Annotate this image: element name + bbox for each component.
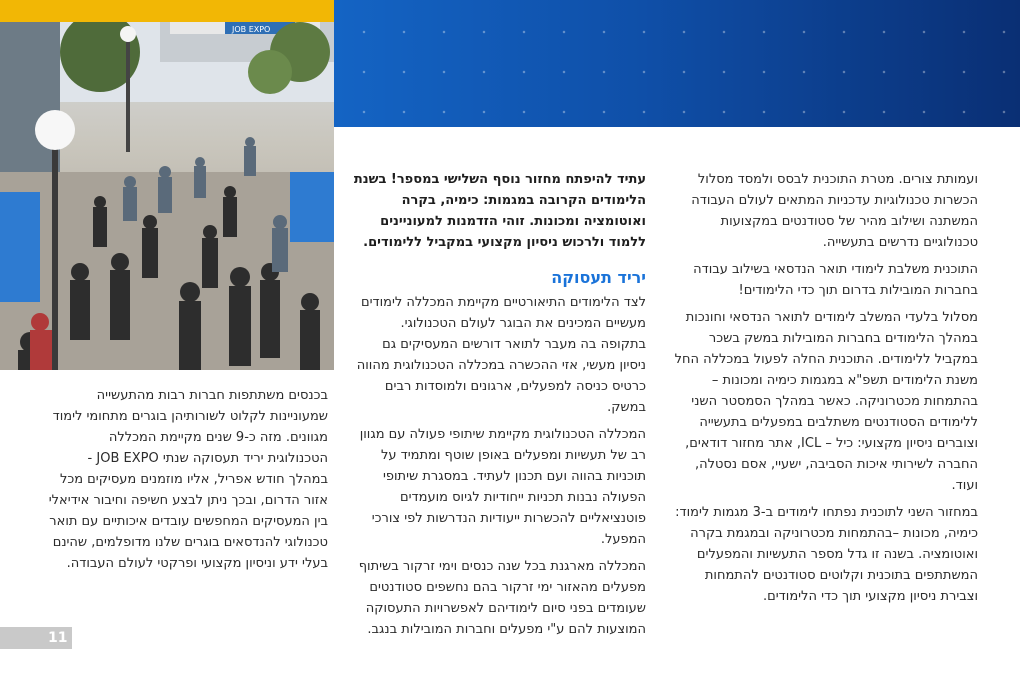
left-paragraph-1: בכנסים משתתפות חברות רבות מהתעשייה שמעוניינות לקלוט לשורותיהן בוגרים מתחומי לימוד מגוונים. מזה כ-9 שנים מקיימת המכללה הטכנולוגית יריד תעסוקה שנתי JOB EXPO - במהלך חודש אפריל, אליו מוזמנים מעסיקים מכל אזור הדרום, ובכך ניתן לבצע חשיפה וחיבור אידיאלי בין המעסיקים המחפשים עובדים איכותיים עם תואר טכנולוגי להנדסאים בוגרים שלנו מדופלמים, שהינם בעלי ידע וניסיון מקצועי ופרקטי לעולם העבודה.	[48, 388, 328, 571]
job-fair-photo	[0, 22, 334, 370]
right-column	[672, 169, 978, 613]
middle-paragraph-2: המכללה הטכנולוגית מקיימת שיתופי פעולה עם מגוון רב של תעשיות ומפעלים באופן שוטף ומתמיד על תוכניות בהווה ועם תכנון לעתיד. במסגרת שיתופי הפעולה נבנות תכניות ייחודיות לגיוס מועמדים פוטנציאליים להכשרות ייעודיות הנדרשות לפי צורכי המפעל.	[359, 427, 646, 547]
lead-paragraph: עתיד להיפתח מחזור נוסף השלישי במספר! בשנת הלימודים הקרובה במגמות: כימיה, בקרה ואוטומציה ומכונות. זוהי הזדמנות למעוניינים ללמוד ולרכוש ניסיון מקצועי במקביל ללימודים.	[353, 172, 646, 250]
top-accent-bar	[0, 0, 334, 22]
crowd-illustration	[0, 22, 334, 370]
right-paragraph-1: ועמותת צורים. מטרת התוכנית לבסס ולמסד מסלול הכשרות טכנולוגיות עדכניות המתאים לעולם העבודה המשתנה ושילוב מהיר של סטודנטים במקצועות טכנולוגיים נדרשים בתעשייה.	[691, 172, 978, 250]
header-banner	[334, 0, 1020, 127]
middle-paragraph-1: לצד הלימודים התיאורטיים מקיימת המכללה לימודים מעשיים המכינים את הבוגר לעולם הטכנולוגי. בתקופה בה מעבר לתואר דורשים המעסיקים גם ניסיון מעשי, אזי ההכשרה במכללה הטכנולוגית מהווה כרטיס כניסה למפעלים, ארגונים ולמוסדות רבים במשק.	[356, 295, 646, 415]
right-paragraph-2: התוכנית משלבת לימודי תואר הנדסאי בשילוב עבודה בחברות המובילות בדרום תוך כדי הלימודים!	[693, 262, 978, 298]
left-column	[46, 385, 328, 580]
page-number: 11	[48, 630, 68, 646]
expo-banner-text: JOB EXPO	[232, 25, 271, 34]
section-heading: יריד תעסוקה	[551, 268, 646, 287]
banner-dot-pattern	[334, 0, 1020, 127]
right-paragraph-3: מסלול בלעדי המשלב לימודים לתואר הנדסאי וחונכות במהלך הלימודים בחברות המובילות במשק בשכר במקביל ללימודים. התוכנית החלה לפעול במכללה החל משנת הלימודים תשפ"א במגמות כימיה ומכונות – בהתמחות מכטרוניקה. כאשר במהלך הסמסטר השני ללימודים הסטודנטים משתלבים במפעלים בתעשייה וצוברים ניסיון מקצועי: כיל – ICL, אתר מחזור דודאים, החברה לשירותי איכות הסביבה, ישעיי, אסם נסטלה, ועוד.	[674, 310, 978, 493]
right-paragraph-4: במחזור השני לתוכנית נפתחו לימודים ב-3 מגמות לימוד: כימיה, מכונות –בהתמחות מכטרוניקה ובמגמת בקרה ואוטומציה. בשנה זו גדל מספר התעשיות והמפעלים המשתתפים בתוכנית וקלוטים סטודנטים להתמחות וצבירת ניסיון מקצועי תוך כדי הלימודים.	[675, 505, 978, 604]
middle-column	[352, 169, 646, 646]
middle-paragraph-3: המכללה מארגנת בכל שנה כנסים וימי זרקור בשיתוף מפעלים מהאזור ימי זרקור בהם נחשפים סטודנטים שעומדים בפני סיום לימודיהם לאפשרויות התעסוקה המוצעות להם ע"י מפעלים וחברות המובילות בנגב.	[358, 559, 646, 637]
